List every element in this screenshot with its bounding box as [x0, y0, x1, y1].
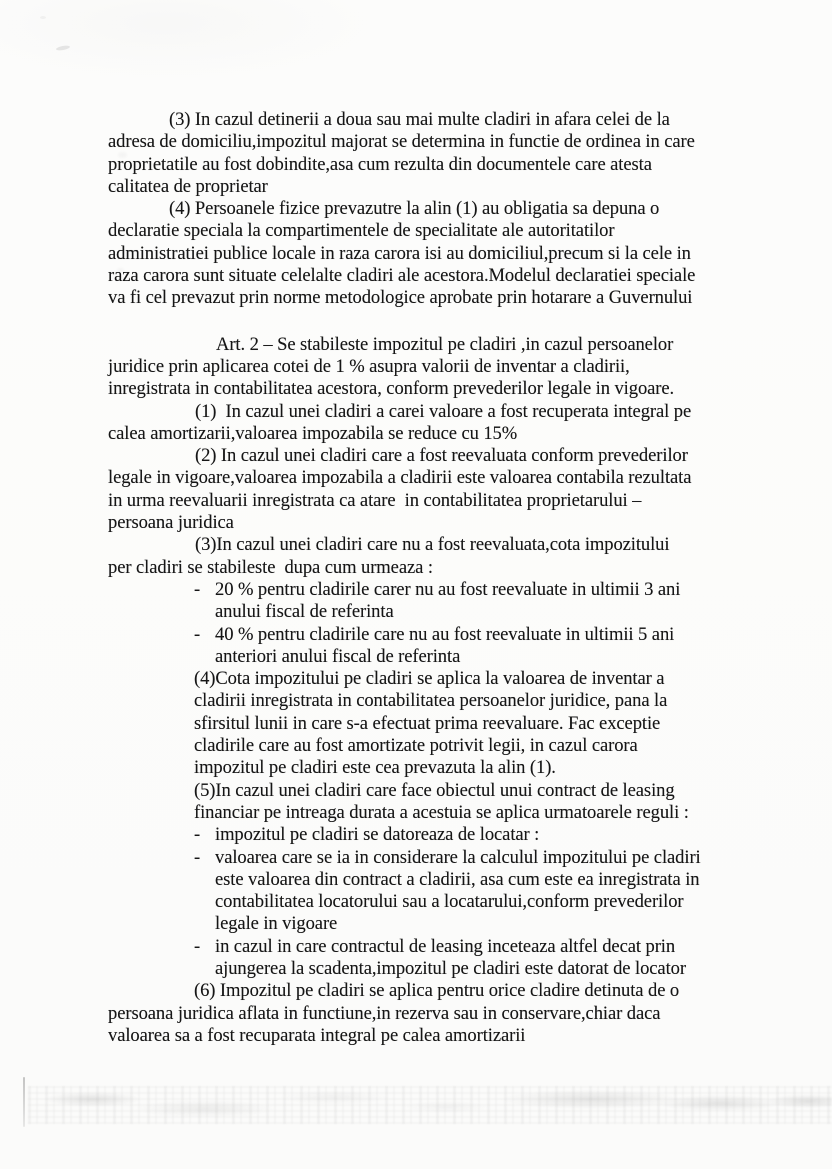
text-line [108, 109, 792, 131]
blank-line [108, 310, 792, 334]
text-line [108, 512, 792, 534]
text-line [108, 913, 792, 935]
line-text: persoana juridica [108, 512, 234, 534]
line-text: ajungerea la scadenta,impozitul pe cladiri este datorat de locator [215, 957, 686, 979]
text-line [108, 243, 792, 265]
line-text: administratiei publice locale in raza carora isi au domiciliul,precum si la cele in [108, 242, 691, 264]
scan-speck-artifact [118, 152, 127, 158]
text-line [108, 467, 792, 489]
line-text: (6) Impozitul pe cladiri se aplica pentru orice cladire detinuta de o [194, 980, 680, 1002]
text-line [108, 824, 792, 846]
list-dash: - [194, 935, 201, 957]
line-text: (1) In cazul unei cladiri a carei valoare a fost recuperata integral pe [195, 400, 692, 422]
text-line [108, 757, 792, 779]
text-line [108, 198, 792, 220]
text-line [108, 780, 792, 802]
line-text: 40 % pentru cladirile care nu au fost reevaluate in ultimii 5 ani [215, 623, 675, 645]
line-text: 20 % pentru cladirile carer nu au fost reevaluate in ultimii 3 ani [215, 578, 681, 600]
line-text: inregistrata in contabilitatea acestora, conform prevederilor legale in vigoare. [108, 378, 675, 400]
line-text: valoarea sa a fost recuparata integral pe calea amortizarii [108, 1024, 526, 1046]
text-line [108, 334, 792, 356]
scan-noise-artifact [28, 1086, 832, 1124]
list-dash: - [194, 846, 201, 868]
text-line [108, 176, 792, 198]
text-line [108, 958, 792, 980]
text-line [108, 668, 792, 690]
line-text: Art. 2 – Se stabileste impozitul pe cladiri ,in cazul persoanelor [216, 333, 674, 355]
line-text: juridice prin aplicarea cotei de 1 % asupra valorii de inventar a cladirii, [108, 355, 630, 377]
line-text: legale in vigoare,valoarea impozabila a cladirii este valoarea contabila rezultata [108, 467, 692, 489]
text-line [108, 713, 792, 735]
text-line [108, 557, 792, 579]
line-text: proprietatile au fost dobindite,asa cum rezulta din documentele care atesta [108, 153, 652, 175]
text-line [108, 847, 792, 869]
text-line [108, 287, 792, 309]
line-text: valoarea care se ia in considerare la calculul impozitului pe cladiri [215, 846, 701, 868]
text-line [108, 445, 792, 467]
text-line [108, 646, 792, 668]
text-line [108, 624, 792, 646]
text-line [108, 936, 792, 958]
scan-speck-artifact [56, 45, 70, 51]
line-text: (4) Persoanele fizice prevazutre la alin (1) au obligatia sa depuna o [169, 198, 660, 220]
text-line [108, 356, 792, 378]
line-text: contabilitatea locatorului sau a locatarului,conform prevederilor [215, 891, 684, 913]
line-text: adresa de domiciliu,impozitul majorat se determina in functie de ordinea in care [108, 131, 695, 153]
line-text: cladirile care au fost amortizate potrivit legii, in cazul carora [194, 735, 638, 757]
text-line [108, 534, 792, 556]
text-line [108, 401, 792, 423]
list-dash: - [194, 578, 201, 600]
line-text: (2) In cazul unei cladiri care a fost reevaluata conform prevederilor [195, 445, 688, 467]
line-text: per cladiri se stabileste dupa cum urmeaza : [108, 556, 433, 578]
text-line [108, 220, 792, 242]
text-line [108, 423, 792, 445]
text-line [108, 154, 792, 176]
scan-speck-artifact [40, 16, 46, 19]
line-text: anului fiscal de referinta [215, 601, 394, 623]
document-text [108, 109, 792, 1047]
text-line [108, 869, 792, 891]
text-line [108, 802, 792, 824]
line-text: in urma reevaluarii inregistrata ca atare in contabilitatea proprietarului – [108, 489, 642, 511]
line-text: legale in vigoare [215, 913, 338, 935]
list-dash: - [194, 824, 201, 846]
line-text: sfirsitul lunii in care s-a efectuat prima reevaluare. Fac exceptie [194, 712, 661, 734]
text-line [108, 980, 792, 1002]
text-line [108, 265, 792, 287]
text-line [108, 579, 792, 601]
text-line [108, 891, 792, 913]
line-text: (5)In cazul unei cladiri care face obiectul unui contract de leasing [194, 779, 675, 801]
line-text: in cazul in care contractul de leasing inceteaza altfel decat prin [215, 935, 676, 957]
line-text: calitatea de proprietar [108, 175, 268, 197]
line-text: va fi cel prevazut prin norme metodologice aprobate prin hotarare a Guvernului [108, 287, 693, 309]
text-line [108, 601, 792, 623]
line-text: persoana juridica aflata in functiune,in rezerva sau in conservare,chiar daca [108, 1002, 661, 1024]
line-text: raza carora sunt situate celelalte cladiri ale acestora.Modelul declaratiei speciale [108, 265, 696, 287]
text-line [108, 1003, 792, 1025]
line-text: este valoarea din contract a cladirii, asa cum este ea inregistrata in [215, 868, 700, 890]
line-text: (3)In cazul unei cladiri care nu a fost reevaluata,cota impozitului [195, 534, 670, 556]
line-text: cladirii inregistrata in contabilitatea persoanelor juridice, pana la [194, 690, 668, 712]
text-line [108, 131, 792, 153]
line-text: (3) In cazul detinerii a doua sau mai multe cladiri in afara celei de la [169, 109, 670, 130]
line-text: impozitul pe cladiri se datoreaza de locatar : [215, 824, 540, 846]
list-dash: - [194, 623, 201, 645]
scan-speck-artifact [117, 268, 124, 272]
line-text: anteriori anului fiscal de referinta [215, 645, 461, 667]
line-text: impozitul pe cladiri este cea prevazuta la alin (1). [194, 757, 556, 779]
text-line [108, 490, 792, 512]
line-text: (4)Cota impozitului pe cladiri se aplica la valoarea de inventar a [194, 668, 665, 690]
text-line [108, 735, 792, 757]
text-line [108, 378, 792, 400]
scan-edge-artifact [23, 1077, 25, 1127]
text-line [108, 1025, 792, 1047]
line-text: calea amortizarii,valoarea impozabila se reduce cu 15% [108, 422, 518, 444]
line-text: financiar pe intreaga durata a acestuia se aplica urmatoarele reguli : [194, 801, 689, 823]
text-line [108, 690, 792, 712]
line-text: declaratie speciala la compartimentele de specialitate ale autoritatilor [108, 220, 615, 242]
